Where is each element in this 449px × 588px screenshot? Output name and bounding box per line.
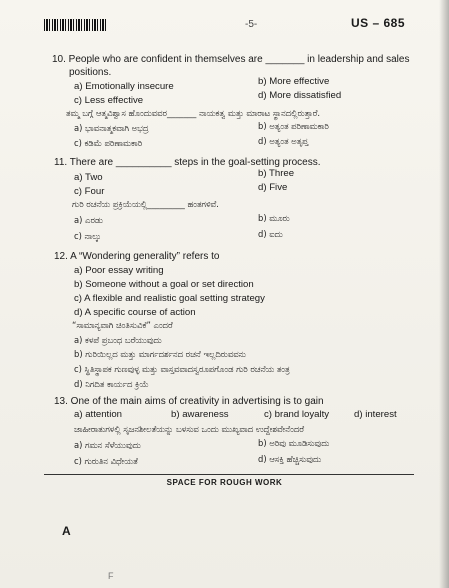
rough-work-label: SPACE FOR ROUGH WORK bbox=[166, 478, 283, 487]
q12-option-d: d) A specific course of action bbox=[74, 307, 196, 318]
q13-stem: 13. One of the main aims of creativity in advertising is to gain bbox=[54, 396, 324, 407]
q12-option-a: a) Poor essay writing bbox=[74, 265, 164, 276]
q11-option-d: d) Five bbox=[258, 182, 288, 193]
q13-option-d: d) interest bbox=[354, 409, 397, 420]
q10-option-d: d) More dissatisfied bbox=[258, 90, 342, 101]
q13-kn-stem: ಜಾಹೀರಾತುಗಳಲ್ಲಿ ಸೃಜನಶೀಲತೆಯನ್ನು ಬಳಸುವ ಒಂದು ಮುಖ್ಯವಾದ ಉದ್ದೇಶವೇನೆಂದರೆ bbox=[74, 424, 305, 434]
page-number: -5- bbox=[245, 19, 258, 30]
q11-kn-stem: ಗುರಿ ರಚನೆಯ ಪ್ರಕ್ರಿಯೆಯಲ್ಲಿ_________ ಹಂತಗಳಿವೆ. bbox=[72, 199, 219, 209]
q13-kn-option-b: b) ಅರಿವು ಮೂಡಿಸುವುದು bbox=[258, 438, 330, 448]
barcode bbox=[44, 19, 106, 31]
q13-kn-option-c: c) ಗುರುತಿನ ವಿಧೇಯತೆ bbox=[74, 456, 138, 466]
rough-work-divider bbox=[44, 474, 414, 475]
q10-kn-stem: ತಮ್ಮ ಬಗ್ಗೆ ಆತ್ಮವಿಶ್ವಾಸ ಹೊಂದುವವರ_______ ನಾಯಕತ್ವ ಮತ್ತು ಮಾರಾಟ ಸ್ಥಾನದಲ್ಲಿರುತ್ತಾರೆ. bbox=[66, 108, 321, 118]
q10-kn-option-d: d) ಅತ್ಯಂತ ಅತೃಪ್ತ bbox=[258, 136, 309, 146]
q11-kn-option-c: c) ನಾಲ್ಕು bbox=[74, 231, 102, 241]
q12-kn-option-b: b) ಗುರಿಯಿಲ್ಲದ ಮತ್ತು ಮಾರ್ಗದರ್ಶನದ ರಚನೆ ಇಲ್ಲದಿರುವವನು bbox=[74, 349, 246, 359]
q11-kn-option-a: a) ಎರಡು bbox=[74, 215, 103, 225]
q11-option-c: c) Four bbox=[74, 186, 105, 197]
q12-kn-option-c: c) ಸ್ಥಿತಿಸ್ಥಾಪಕ ಗುಣವುಳ್ಳ ಮತ್ತು ವಾಸ್ತವವಾದಸ್ವರೂಪಗೊಂಡ ಗುರಿ ರಚನೆಯ ತಂತ್ರ bbox=[74, 364, 290, 374]
q11-option-a: a) Two bbox=[74, 172, 103, 183]
q12-option-b: b) Someone without a goal or set direction bbox=[74, 279, 254, 290]
q12-stem: 12. A “Wondering generality” refers to bbox=[54, 251, 220, 262]
q10-option-b: b) More effective bbox=[258, 76, 330, 87]
q11-kn-option-d: d) ಐದು bbox=[258, 229, 283, 239]
q13-kn-option-a: a) ಗಮನ ಸೆಳೆಯುವುದು bbox=[74, 440, 141, 450]
q11-stem: 11. There are __________ steps in the goal-setting process. bbox=[54, 157, 321, 168]
q12-kn-option-d: d) ನಿಗದಿತ ಕಾರ್ಯದ ಕ್ರಿಯೆ bbox=[74, 379, 149, 389]
q10-stem-line1: 10. People who are confident in themselves are _______ in leadership and sales bbox=[52, 54, 410, 65]
page-edge-shadow bbox=[439, 0, 449, 588]
q13-option-c: c) brand loyalty bbox=[264, 409, 330, 420]
q10-option-c: c) Less effective bbox=[74, 95, 144, 106]
set-letter: A bbox=[62, 524, 71, 538]
q12-option-c: c) A flexible and realistic goal setting strategy bbox=[74, 293, 265, 304]
q10-kn-option-c: c) ಕಡಿಮೆ ಪರಿಣಾಮಕಾರಿ bbox=[74, 138, 143, 148]
q12-kn-option-a: a) ಕಳಪೆ ಪ್ರಬಂಧ ಬರೆಯುವುದು bbox=[74, 335, 162, 345]
bottom-mark: F bbox=[108, 571, 114, 581]
q11-option-b: b) Three bbox=[258, 168, 295, 179]
q11-kn-option-b: b) ಮೂರು bbox=[258, 213, 290, 223]
q12-kn-stem: “ಸಾಮಾನ್ಯವಾಗಿ ಚಿಂತಿಸುವಿಕೆ” ಎಂದರೆ bbox=[72, 320, 173, 330]
paper-code: US – 685 bbox=[350, 16, 405, 30]
q10-kn-option-b: b) ಅತ್ಯಂತ ಪರಿಣಾಮಕಾರಿ bbox=[258, 121, 329, 131]
q13-kn-option-d: d) ಆಸಕ್ತಿ ಹೆಚ್ಚಿಸುವುದು bbox=[258, 454, 322, 464]
q10-stem-line2: positions. bbox=[69, 67, 112, 78]
q13-option-b: b) awareness bbox=[171, 409, 229, 420]
q10-option-a: a) Emotionally insecure bbox=[74, 81, 174, 92]
q10-kn-option-a: a) ಭಾವನಾತ್ಮಕವಾಗಿ ಅಭದ್ರ bbox=[74, 123, 149, 133]
q13-option-a: a) attention bbox=[74, 409, 123, 420]
